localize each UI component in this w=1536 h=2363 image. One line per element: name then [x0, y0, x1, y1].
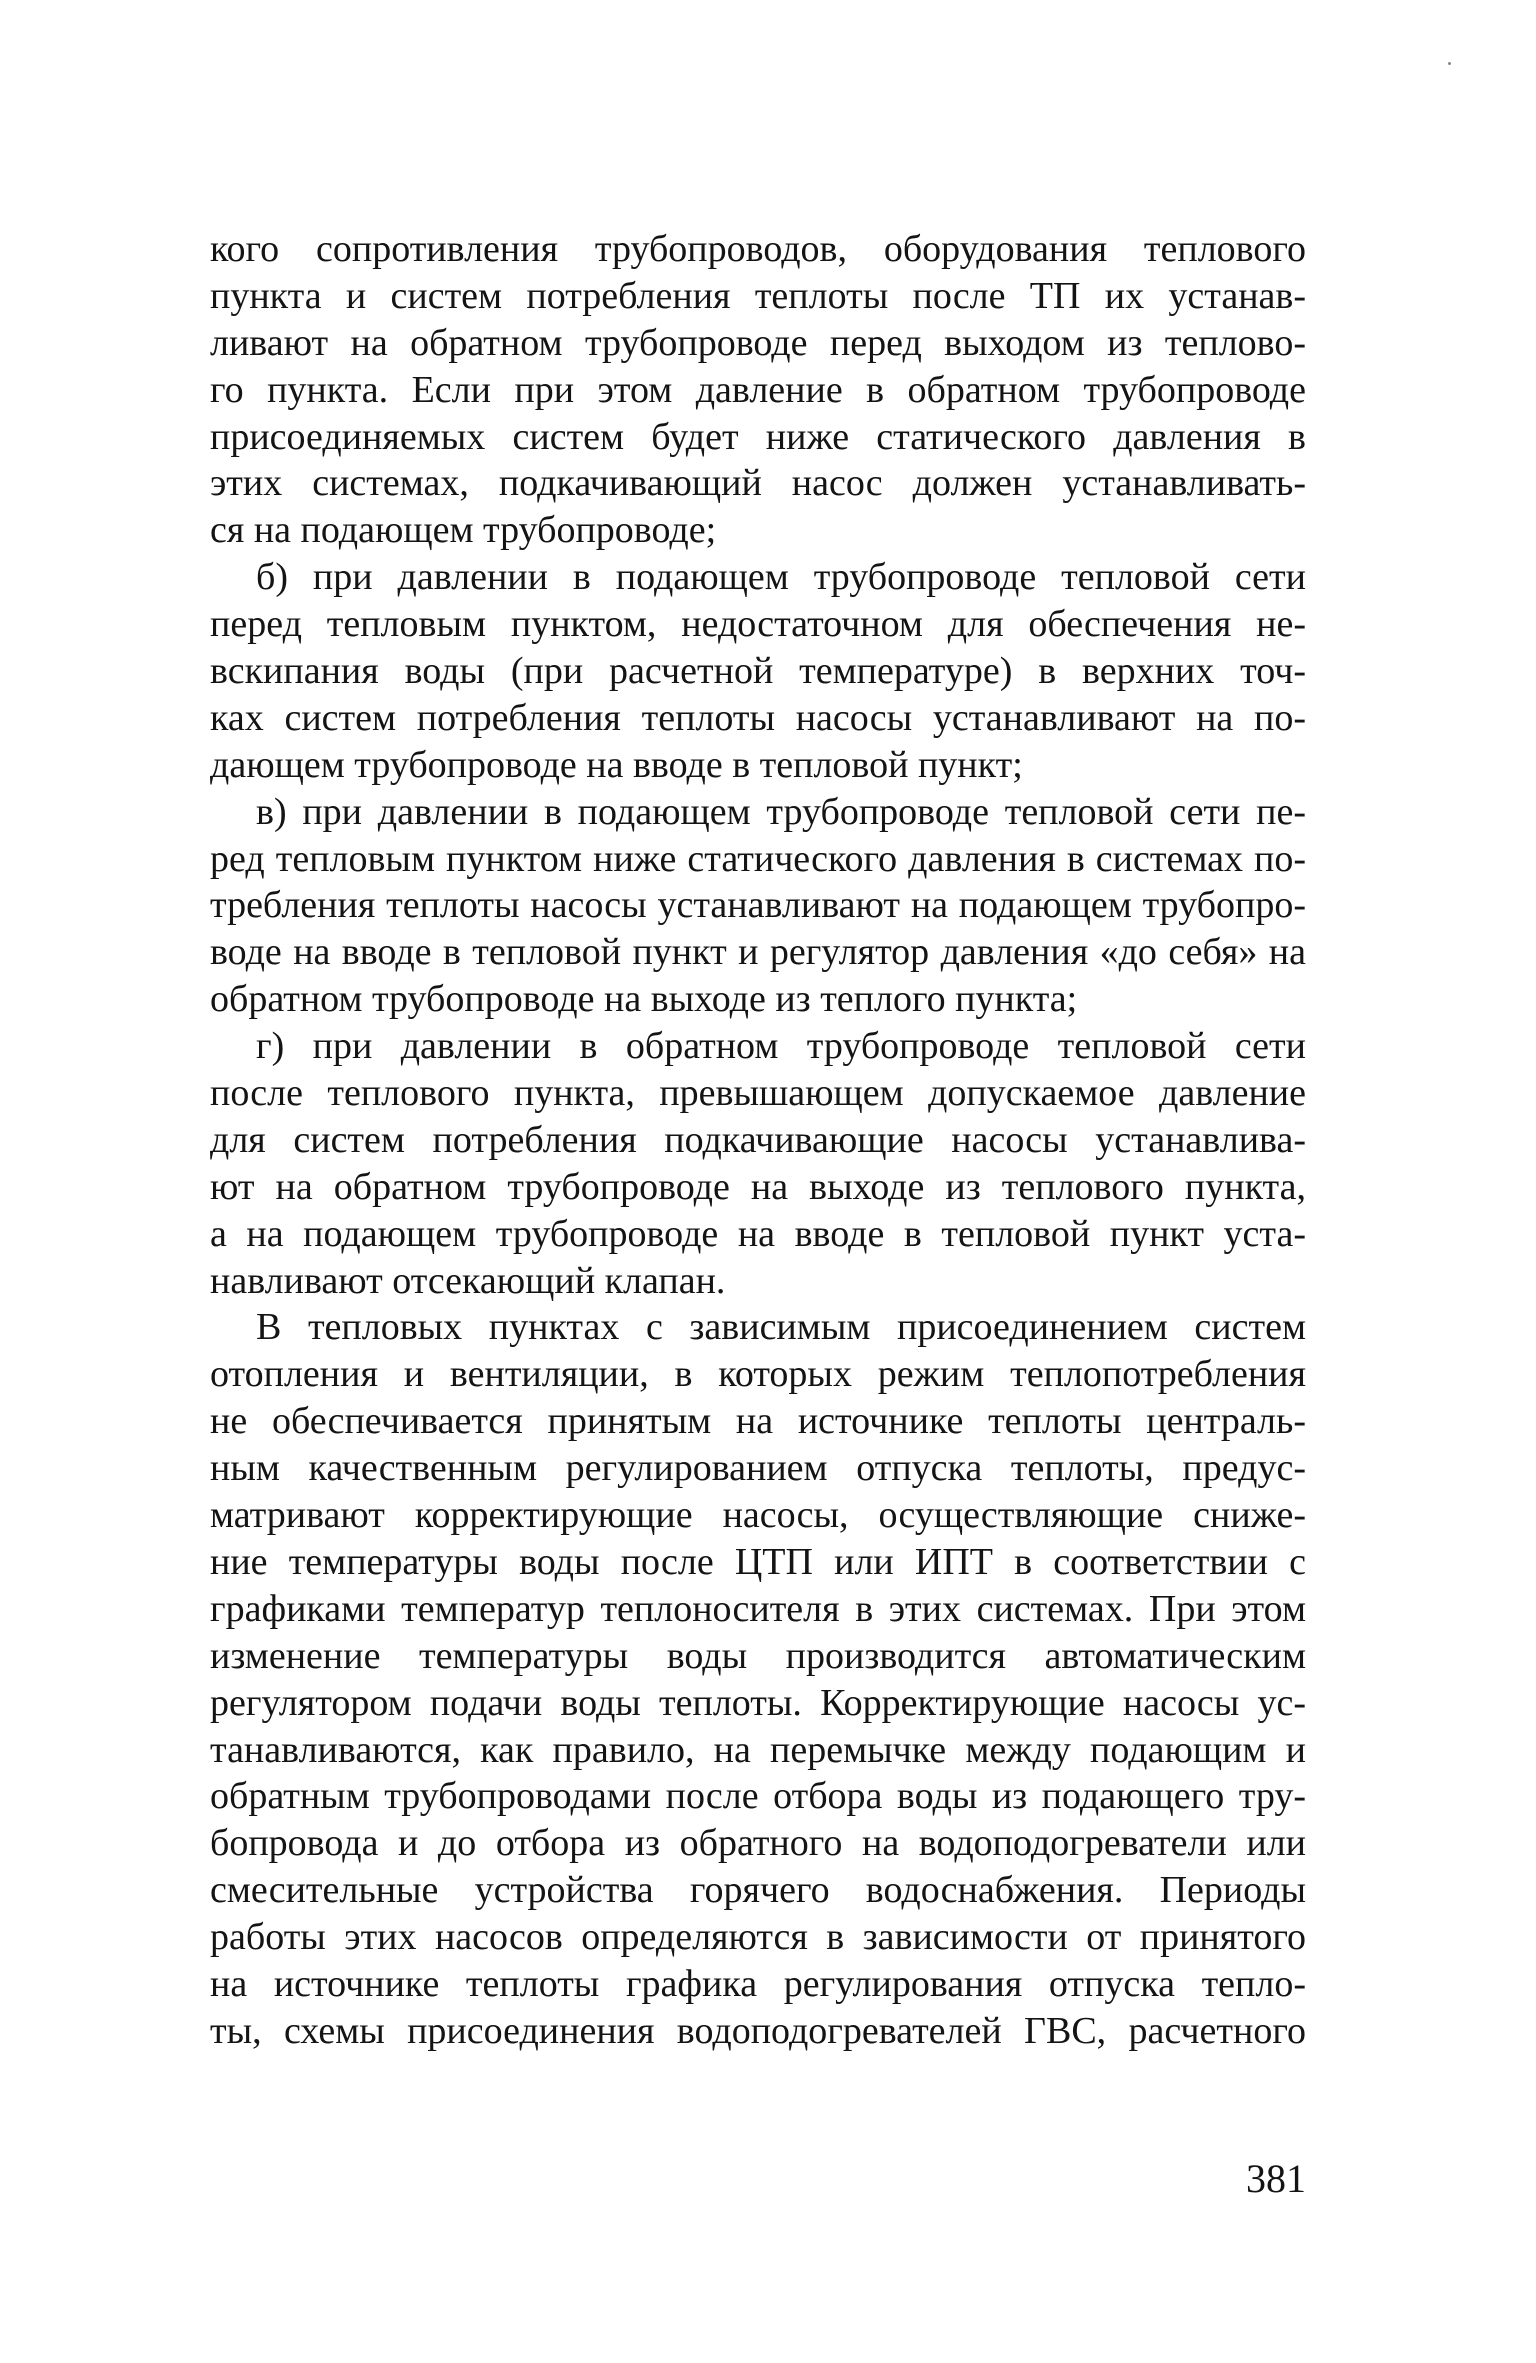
text-line: на источнике теплоты графика регулирования отпуска тепло-: [210, 1962, 1306, 2005]
text-line: в) при давлении в подающем трубопроводе тепловой сети пе-: [256, 790, 1306, 833]
text-line: обратном трубопроводе на выходе из теплого пункта;: [210, 978, 1078, 1021]
text-line: регулятором подачи воды теплоты. Корректирующие насосы ус-: [210, 1681, 1306, 1724]
text-line: отопления и вентиляции, в которых режим теплопотребления: [210, 1353, 1306, 1396]
text-line: ся на подающем трубопроводе;: [210, 509, 717, 552]
text-line: го пункта. Если при этом давление в обратном трубопроводе: [210, 368, 1306, 411]
text-line: ливают на обратном трубопроводе перед выходом из теплово-: [210, 321, 1306, 364]
text-line: изменение температуры воды производится автоматическим: [210, 1634, 1306, 1677]
text-line: для систем потребления подкачивающие насосы устанавлива-: [210, 1118, 1306, 1161]
text-line: после теплового пункта, превышающем допускаемое давление: [210, 1072, 1306, 1115]
text-line: ние температуры воды после ЦТП или ИПТ в соответствии с: [210, 1540, 1306, 1583]
text-line: а на подающем трубопроводе на вводе в тепловой пункт уста-: [210, 1212, 1306, 1255]
text-line: г) при давлении в обратном трубопроводе тепловой сети: [256, 1025, 1306, 1068]
text-line: ты, схемы присоединения водоподогревателей ГВС, расчетного: [210, 2009, 1306, 2052]
text-line: кого сопротивления трубопроводов, оборудования теплового: [210, 228, 1306, 270]
text-line: присоединяемых систем будет ниже статического давления в: [210, 415, 1306, 458]
text-line: б) при давлении в подающем трубопроводе тепловой сети: [256, 556, 1306, 599]
text-line: воде на вводе в тепловой пункт и регулятор давления «до себя» на: [210, 931, 1306, 974]
text-line: работы этих насосов определяются в зависимости от принятого: [210, 1916, 1306, 1959]
text-line: графиками температур теплоносителя в этих системах. При этом: [210, 1587, 1306, 1630]
text-line: смесительные устройства горячего водоснабжения. Периоды: [210, 1869, 1306, 1912]
text-line: перед тепловым пунктом, недостаточном для обеспечения не-: [210, 603, 1306, 646]
text-line: пункта и систем потребления теплоты после ТП их устанав-: [210, 274, 1306, 317]
page-number: 381: [1246, 2156, 1306, 2201]
text-line: вскипания воды (при расчетной температуре) в верхних точ-: [210, 650, 1306, 693]
text-line: обратным трубопроводами после отбора воды из подающего тру-: [210, 1775, 1306, 1818]
text-line: требления теплоты насосы устанавливают на подающем трубопро-: [210, 884, 1306, 927]
scan-speck: [1448, 62, 1451, 65]
text-line: танавливаются, как правило, на перемычке между подающим и: [210, 1728, 1306, 1771]
text-line: не обеспечивается принятым на источнике теплоты централь-: [210, 1400, 1306, 1443]
page-body-text: [210, 226, 1306, 2055]
text-line: матривают корректирующие насосы, осуществляющие сниже-: [210, 1494, 1306, 1537]
text-line: навливают отсекающий клапан.: [210, 1259, 726, 1302]
text-line: ред тепловым пунктом ниже статического давления в системах по-: [210, 837, 1306, 880]
text-line: ют на обратном трубопроводе на выходе из теплового пункта,: [210, 1165, 1306, 1208]
text-line: этих системах, подкачивающий насос должен устанавливать-: [210, 462, 1306, 505]
text-line: В тепловых пунктах с зависимым присоединением систем: [256, 1306, 1306, 1349]
text-line: ках систем потребления теплоты насосы устанавливают на по-: [210, 696, 1306, 739]
text-line: ным качественным регулированием отпуска теплоты, предус-: [210, 1447, 1306, 1490]
text-line: бопровода и до отбора из обратного на водоподогреватели или: [210, 1822, 1306, 1865]
text-line: дающем трубопроводе на вводе в тепловой пункт;: [210, 743, 1023, 786]
